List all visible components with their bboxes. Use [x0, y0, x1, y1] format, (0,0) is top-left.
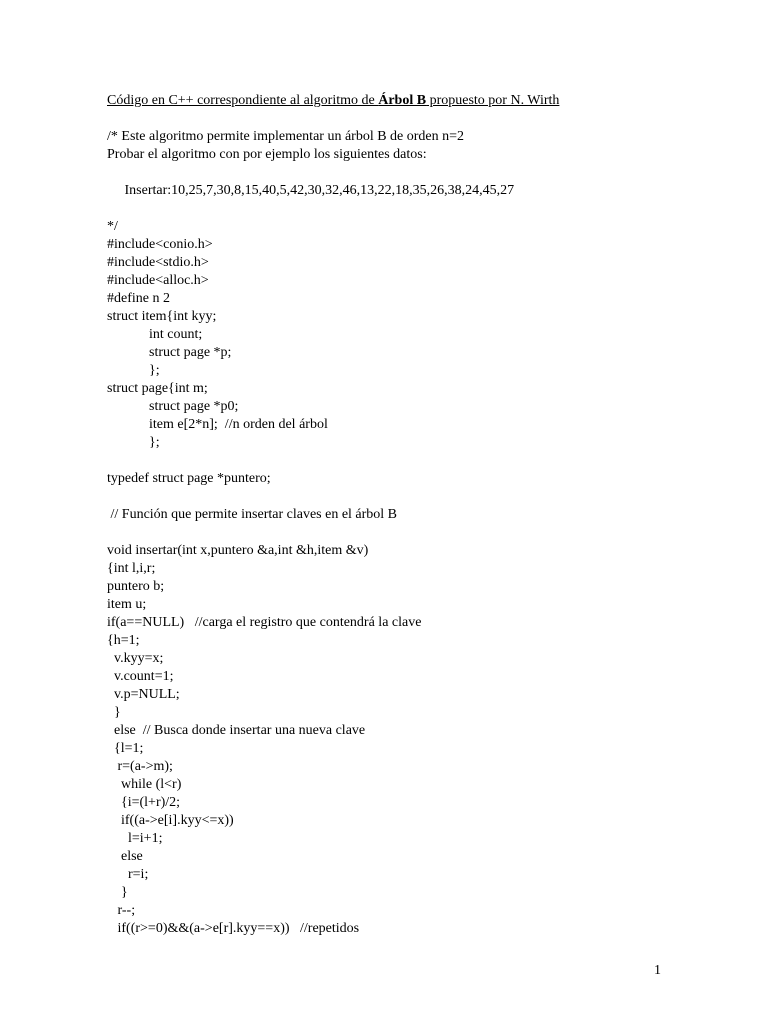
code-line: struct page *p0;: [107, 399, 239, 414]
code-line: };: [107, 435, 160, 450]
title-bold: Árbol B: [378, 93, 427, 108]
title-suffix: propuesto por N. Wirth: [426, 93, 560, 108]
code-line: else // Busca donde insertar una nueva clave: [107, 723, 366, 738]
code-line: struct page *p;: [107, 345, 232, 360]
code-line: v.count=1;: [107, 669, 174, 684]
code-line: {l=1;: [107, 741, 144, 756]
code-line: else: [107, 849, 143, 864]
code-line: Insertar:10,25,7,30,8,15,40,5,42,30,32,46,13,22,18,35,26,38,24,45,27: [107, 183, 515, 198]
code-line: #include<stdio.h>: [107, 255, 209, 270]
code-line: item e[2*n]; //n orden del árbol: [107, 417, 328, 432]
code-line: int count;: [107, 327, 203, 342]
code-line: };: [107, 363, 160, 378]
code-line: v.kyy=x;: [107, 651, 164, 666]
code-line: [107, 164, 514, 182]
code-line: {int l,i,r;: [107, 561, 156, 576]
code-line: #include<conio.h>: [107, 237, 213, 252]
code-line: {i=(l+r)/2;: [107, 795, 181, 810]
code-line: struct page{int m;: [107, 381, 208, 396]
code-line: l=i+1;: [107, 831, 163, 846]
code-line: Probar el algoritmo con por ejemplo los siguientes datos:: [107, 147, 427, 162]
code-line: item u;: [107, 597, 147, 612]
code-line: r=(a->m);: [107, 759, 173, 774]
code-line: if((a->e[i].kyy<=x)): [107, 813, 234, 828]
page-number: 1: [654, 963, 661, 978]
code-line: {h=1;: [107, 633, 140, 648]
code-line: #include<alloc.h>: [107, 273, 209, 288]
code-line: puntero b;: [107, 579, 165, 594]
code-line: v.p=NULL;: [107, 687, 180, 702]
title-prefix: Código en C++ correspondiente al algoritmo de: [107, 93, 379, 108]
code-line: if((r>=0)&&(a->e[r].kyy==x)) //repetidos: [107, 921, 360, 936]
code-line: struct item{int kyy;: [107, 309, 217, 324]
code-line: }: [107, 885, 128, 900]
code-line: while (l<r): [107, 777, 182, 792]
code-line: #define n 2: [107, 291, 170, 306]
code-block: [107, 128, 514, 938]
code-line: // Función que permite insertar claves en el árbol B: [107, 507, 398, 522]
document-title: [107, 92, 559, 110]
code-line: [107, 452, 514, 470]
code-line: /* Este algoritmo permite implementar un árbol B de orden n=2: [107, 129, 465, 144]
code-line: if(a==NULL) //carga el registro que contendrá la clave: [107, 615, 422, 630]
code-line: r--;: [107, 903, 136, 918]
code-line: void insertar(int x,puntero &a,int &h,item &v): [107, 543, 369, 558]
code-line: r=i;: [107, 867, 149, 882]
code-line: [107, 524, 514, 542]
code-line: [107, 488, 514, 506]
code-line: [107, 200, 514, 218]
code-line: typedef struct page *puntero;: [107, 471, 271, 486]
code-line: */: [107, 219, 118, 234]
code-line: }: [107, 705, 121, 720]
